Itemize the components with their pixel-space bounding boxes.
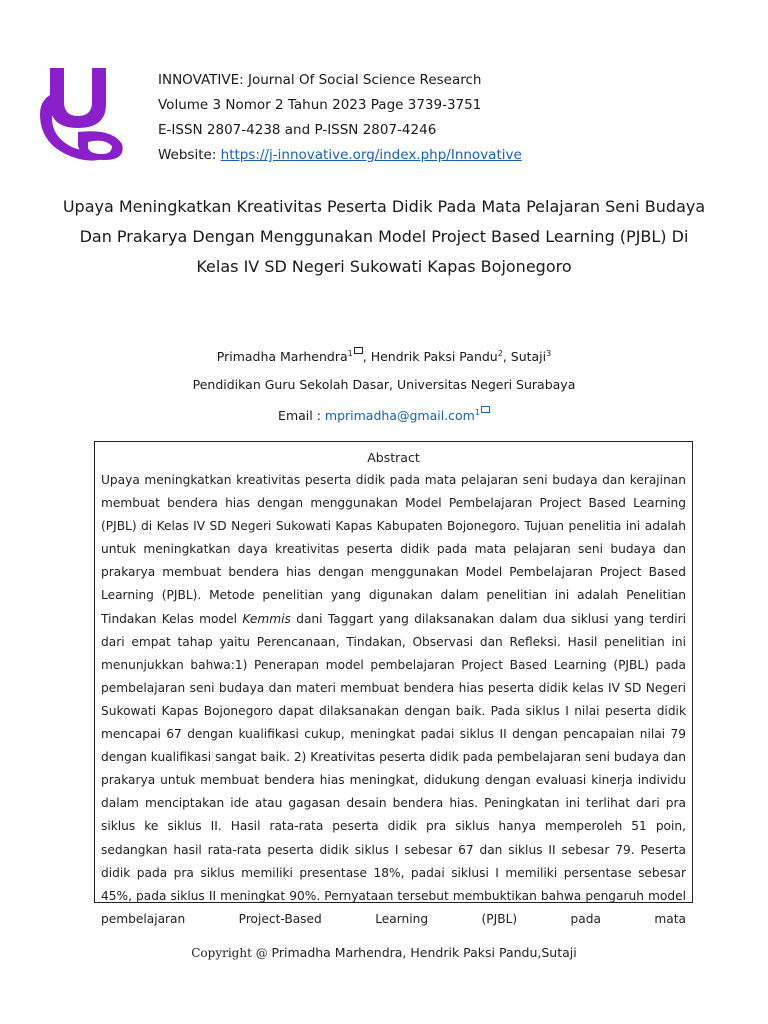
author-3-sup: 3 <box>546 349 552 358</box>
footer <box>0 945 768 960</box>
author-3: , Sutaji <box>502 349 547 365</box>
journal-name: INNOVATIVE: Journal Of Social Science Research <box>158 72 482 88</box>
abstract-heading: Abstract <box>367 450 420 465</box>
author-list <box>0 340 768 371</box>
author-1: Primadha Marhendra <box>216 349 348 365</box>
website-link[interactable]: https://j-innovative.org/index.php/Innovative <box>220 147 522 163</box>
author-2-sup: 2 <box>497 349 503 358</box>
mail-icon <box>354 347 363 354</box>
email-link[interactable]: mprimadha@gmail.com <box>324 408 475 424</box>
author-1-sup: 1 <box>347 349 353 358</box>
abstract-part-2: dani Taggart yang dilaksanakan dalam dua siklusi yang terdiri dari empat tahap yaitu Perencanaan, Tindakan, Observasi dan Refleksi. Hasil penelitian ini menunjukkan bahwa:1) Penerapan model pembelajaran Project Based Learning (PJBL) pada pembelajaran seni budaya dan materi membuat bendera hias peserta didik kelas IV SD Negeri Sukowati Kapas Bojonegoro dapat dilaksanakan dengan baik. Pada siklus I nilai peserta didik mencapai 67 dengan kualifikasi cukup, meningkat padai siklus II dengan pencapaian nilai 79 dengan kualifikasi sangat baik. 2) Kreativitas peserta didik pada pembelajaran seni budaya dan prakarya untuk membuat bendera hias meningkat, didukung dengan evaluasi kinerja individu dalam menciptakan ide atau gagasan desain bendera hias. Peningkatan ini terlihat dari pra siklus ke siklus II. Hasil rata-rata peserta didik pra siklus hanya memperoleh 51 poin, sedangkan hasil rata-rata peserta didik siklus I sebesar 67 dan siklus II sebesar 79. Peserta didik pada pra siklus memiliki presentase 18%, padai siklusi I memiliki persentase sebesar 45%, pada siklus II meningkat 90%. Pernyataan tersebut membuktikan bahwa pengaruh model pembelajaran Project-Based Learning (PJBL) pada mata <box>101 611 686 926</box>
email-line <box>0 399 768 430</box>
journal-volume: Volume 3 Nomor 2 Tahun 2023 Page 3739-3751 <box>158 97 482 113</box>
journal-website <box>158 143 522 168</box>
author-block <box>0 340 768 430</box>
author-2: , Hendrik Paksi Pandu <box>362 349 498 365</box>
abstract-box <box>94 441 693 926</box>
abstract-italic: Kemmis <box>242 611 291 626</box>
email-sup: 1 <box>474 408 480 418</box>
abstract-part-1: Upaya meningkatkan kreativitas peserta didik pada mata pelajaran seni budaya dan kerajinan membuat bendera hias dengan menggunakan Model Pembelajaran Project Based Learning (PJBL) di Kelas IV SD Negeri Sukowati Kapas Kabupaten Bojonegoro. Tujuan penelitia ini adalah untuk meningkatkan daya kreativitas peserta didik pada mata pelajaran seni budaya dan prakarya membuat bendera hias dengan menggunakan Model Pembelajaran Project Based Learning (PJBL). Metode penelitian yang digunakan dalam penelitian ini adalah Penelitian Tindakan Kelas model <box>101 473 686 626</box>
journal-issn: E-ISSN 2807-4238 and P-ISSN 2807-4246 <box>158 122 437 138</box>
mail-icon <box>481 406 490 413</box>
copyright-names: Primadha Marhendra, Hendrik Paksi Pandu,Sutaji <box>271 945 577 960</box>
copyright-label: Copyright @ <box>191 946 272 960</box>
website-label: Website: <box>158 147 221 163</box>
affiliation: Pendidikan Guru Sekolah Dasar, Universitas Negeri Surabaya <box>192 377 576 393</box>
email-label: Email : <box>278 408 325 424</box>
abstract-text <box>101 469 686 931</box>
paper-title: Upaya Meningkatkan Kreativitas Peserta Didik Pada Mata Pelajaran Seni Budaya Dan Prakarya Dengan Menggunakan Model Project Based Learning (PJBL) Di Kelas IV SD Negeri Sukowati Kapas Bojonegoro <box>62 197 706 276</box>
journal-header <box>158 68 522 168</box>
journal-logo-icon <box>34 62 130 162</box>
